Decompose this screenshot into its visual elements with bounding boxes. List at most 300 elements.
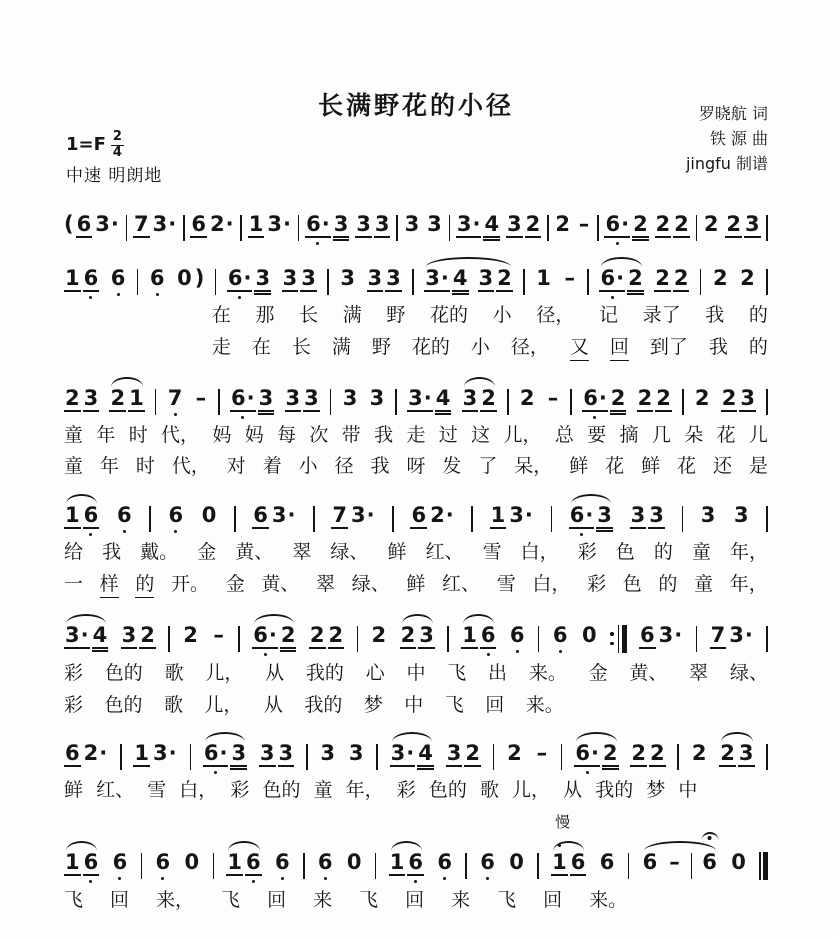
lyric-syllable: 梦 bbox=[363, 693, 383, 716]
lyric-syllable: 从 bbox=[263, 693, 283, 716]
note: 0 bbox=[581, 622, 597, 647]
note-group bbox=[551, 851, 586, 876]
lyric-syllable: 我的 bbox=[595, 779, 634, 802]
note-group bbox=[490, 504, 534, 529]
note-group bbox=[226, 851, 261, 876]
barline bbox=[218, 389, 220, 415]
lyric-syllable: 鲜 bbox=[64, 779, 84, 802]
lyric-syllable: 的 bbox=[748, 335, 768, 358]
augmentation-dot: · bbox=[243, 266, 252, 290]
note: 6 bbox=[509, 622, 525, 647]
barline bbox=[155, 389, 157, 415]
lyric-syllable: 雪 bbox=[496, 572, 516, 595]
note: 3 bbox=[282, 267, 299, 292]
note: 3 bbox=[478, 267, 495, 292]
slur bbox=[461, 624, 496, 649]
note: 1 bbox=[64, 851, 81, 876]
barline bbox=[306, 744, 308, 770]
note-group bbox=[569, 504, 613, 529]
note: 3 bbox=[355, 213, 372, 238]
slur bbox=[226, 851, 261, 876]
note: 6 bbox=[155, 850, 171, 875]
note: 6 bbox=[599, 850, 615, 875]
lyric-syllable: 梦 bbox=[646, 779, 666, 802]
parenthesis: ) bbox=[194, 266, 205, 290]
lyric-syllable: 开。 bbox=[171, 572, 210, 595]
note-group bbox=[190, 213, 234, 238]
slur bbox=[64, 851, 99, 876]
lyric-syllable: 飞 bbox=[447, 661, 467, 684]
lyric-syllable: 摘 bbox=[619, 423, 639, 446]
note: 2 bbox=[464, 742, 481, 767]
note: 2 bbox=[725, 213, 742, 238]
note: 2· bbox=[430, 503, 454, 528]
note: 1 bbox=[248, 213, 265, 238]
note: 3 bbox=[230, 742, 247, 767]
repeat-dots bbox=[610, 632, 614, 645]
lyrics-line bbox=[64, 455, 768, 478]
lyric-syllable: 朵 bbox=[684, 423, 704, 446]
notation-line bbox=[64, 609, 768, 653]
lyric-syllable: 一 bbox=[64, 572, 84, 595]
note: 3 bbox=[374, 213, 391, 238]
note-group bbox=[574, 742, 618, 767]
note: 2· bbox=[210, 212, 234, 236]
note: 3· bbox=[729, 622, 753, 647]
note: 2 bbox=[610, 387, 627, 412]
lyric-syllable: 记 bbox=[598, 304, 618, 326]
note: 6 bbox=[110, 266, 126, 290]
lyric-syllable: 是 bbox=[748, 455, 768, 478]
lyric-syllable: 出 bbox=[488, 661, 508, 684]
lyric-syllable: 飞 bbox=[497, 889, 517, 912]
lyric-syllable: 着 bbox=[262, 455, 282, 478]
note: 2 bbox=[637, 387, 654, 412]
note: 0 bbox=[509, 850, 524, 875]
slur bbox=[389, 851, 424, 876]
note-group bbox=[630, 742, 665, 767]
lyric-syllable: 来， bbox=[156, 889, 195, 912]
augmentation-dot: · bbox=[616, 266, 625, 290]
duration-dash: – bbox=[213, 622, 224, 647]
note: 6 bbox=[252, 504, 269, 529]
note: 2 bbox=[480, 387, 497, 412]
lyric-syllable: 鲜 bbox=[387, 541, 407, 564]
barline bbox=[696, 215, 698, 241]
note-group bbox=[109, 387, 144, 412]
note-group bbox=[133, 213, 177, 238]
note: 6· bbox=[574, 742, 600, 767]
lyric-syllable: 的 bbox=[135, 573, 154, 598]
barline bbox=[357, 626, 359, 652]
lyric-syllable: 色的 bbox=[104, 693, 143, 716]
note: 2 bbox=[496, 267, 513, 292]
lyric-syllable: 儿 bbox=[748, 423, 768, 446]
barline bbox=[313, 506, 315, 532]
lyric-syllable: 绿、 bbox=[330, 541, 369, 564]
note: 3 bbox=[121, 624, 138, 649]
note: 3 bbox=[739, 387, 756, 412]
augmentation-dot: · bbox=[287, 503, 296, 528]
lyric-syllable: 色的 bbox=[104, 661, 143, 684]
lyrics-line bbox=[212, 304, 768, 327]
duration-dash: – bbox=[536, 741, 548, 766]
note: 3 bbox=[278, 742, 295, 767]
slur bbox=[642, 851, 718, 879]
lyric-syllable: 彩 bbox=[64, 661, 84, 684]
lyric-syllable: 花 bbox=[605, 455, 625, 478]
lyric-syllable: 童 bbox=[691, 541, 711, 564]
lyric-syllable: 色 bbox=[622, 572, 642, 595]
note: 6 bbox=[245, 851, 262, 876]
note-group bbox=[637, 387, 672, 412]
barline bbox=[677, 744, 679, 770]
note-group bbox=[655, 213, 690, 238]
lyric-syllable: 走 bbox=[211, 335, 231, 358]
slur bbox=[64, 504, 99, 529]
lyric-syllable: 金 bbox=[588, 661, 608, 684]
lyric-syllable: 长 bbox=[291, 335, 311, 358]
lyric-syllable: 戴。 bbox=[140, 541, 179, 564]
note: 3 bbox=[648, 504, 665, 529]
lyrics-line bbox=[64, 779, 698, 802]
barline bbox=[597, 215, 599, 241]
note: 3 bbox=[333, 213, 350, 238]
lyric-syllable: 童 bbox=[694, 572, 714, 595]
note: 6 bbox=[83, 267, 100, 292]
credits bbox=[686, 102, 768, 176]
note: 1 bbox=[226, 851, 243, 876]
barline bbox=[213, 853, 215, 879]
note: 3· bbox=[153, 741, 177, 766]
slur bbox=[64, 624, 108, 649]
note-group bbox=[604, 213, 648, 238]
lyric-syllable: 在 bbox=[211, 304, 231, 326]
lyric-syllable: 呆， bbox=[514, 455, 553, 478]
note: 2 bbox=[649, 742, 666, 767]
note-group bbox=[252, 624, 296, 649]
note: 6· bbox=[252, 624, 278, 649]
barline bbox=[465, 853, 467, 879]
lyric-syllable: 呀 bbox=[406, 455, 426, 478]
notation-line bbox=[64, 198, 768, 241]
barline bbox=[449, 215, 451, 241]
barline bbox=[587, 269, 589, 295]
note: 3· bbox=[658, 622, 683, 647]
note: 2 bbox=[673, 267, 690, 292]
note: 2· bbox=[83, 741, 108, 766]
slur bbox=[569, 504, 613, 529]
music-system bbox=[64, 727, 768, 802]
lyric-syllable: 花 bbox=[677, 455, 697, 478]
note: 1 bbox=[461, 624, 478, 649]
note: 0 bbox=[346, 850, 362, 875]
barline bbox=[507, 389, 509, 415]
note-group bbox=[710, 624, 754, 649]
lyric-syllable: 时 bbox=[135, 455, 155, 478]
lyric-syllable: 时 bbox=[128, 423, 148, 446]
lyric-syllable: 回 bbox=[267, 889, 287, 912]
barline bbox=[375, 853, 377, 879]
note: 3· bbox=[267, 212, 292, 236]
note-group bbox=[282, 267, 317, 292]
note-group bbox=[461, 624, 496, 649]
note-group bbox=[227, 267, 271, 292]
note: 2 bbox=[109, 387, 126, 412]
lyric-syllable: 黄、 bbox=[261, 572, 300, 595]
barline bbox=[493, 744, 495, 770]
note: 3 bbox=[254, 267, 271, 292]
lyric-syllable: 小 bbox=[470, 335, 490, 358]
slur bbox=[574, 742, 618, 767]
note: 2 bbox=[630, 742, 647, 767]
barline bbox=[700, 269, 702, 295]
slur bbox=[424, 267, 512, 292]
lyric-syllable: 雪 bbox=[482, 541, 502, 564]
time-signature-top: 2 bbox=[112, 129, 122, 144]
lyric-syllable: 走 bbox=[406, 423, 426, 446]
note-group bbox=[259, 742, 294, 767]
barline bbox=[538, 626, 540, 652]
augmentation-dot: · bbox=[99, 741, 108, 766]
lyric-syllable: 又 bbox=[570, 336, 589, 361]
lyric-syllable: 发 bbox=[442, 455, 462, 478]
augmentation-dot: · bbox=[744, 622, 753, 647]
lyric-syllable: 径 bbox=[334, 455, 354, 478]
barline bbox=[395, 389, 397, 415]
slur bbox=[462, 387, 497, 412]
note: 3 bbox=[348, 741, 364, 766]
barline bbox=[327, 269, 329, 295]
note-group bbox=[367, 267, 402, 292]
note: 6 bbox=[76, 213, 93, 238]
lyric-syllable: 金 bbox=[225, 572, 245, 595]
note: 1 bbox=[64, 267, 81, 292]
note-group bbox=[506, 213, 541, 238]
note: 3 bbox=[738, 742, 755, 767]
slur bbox=[551, 813, 586, 876]
lyric-syllable: 来。 bbox=[525, 693, 564, 716]
note: 6 bbox=[642, 850, 658, 875]
lyric-syllable: 黄、 bbox=[629, 661, 668, 684]
lyric-syllable: 样 bbox=[100, 573, 119, 598]
note: 2 bbox=[309, 624, 326, 649]
note-group bbox=[64, 851, 99, 876]
note-group bbox=[203, 742, 247, 767]
lyric-syllable: 中 bbox=[678, 779, 698, 802]
lyric-syllable: 中 bbox=[404, 693, 424, 716]
note: 3 bbox=[744, 213, 761, 238]
note: 0 bbox=[177, 266, 192, 290]
note-group bbox=[407, 387, 451, 412]
note: 2 bbox=[602, 742, 619, 767]
music-system bbox=[64, 489, 768, 598]
note: 2 bbox=[703, 212, 719, 236]
augmentation-dot: · bbox=[621, 212, 630, 236]
note: 3 bbox=[506, 213, 523, 238]
lyric-syllable: 还 bbox=[712, 455, 732, 478]
repeat-end-barline bbox=[610, 625, 627, 653]
final-barline bbox=[759, 852, 768, 880]
lyric-syllable: 儿， bbox=[204, 693, 243, 716]
note: 3· bbox=[152, 212, 177, 236]
note: 6 bbox=[190, 213, 207, 238]
arranger-credit: jingfu 制谱 bbox=[685, 153, 768, 173]
augmentation-dot: · bbox=[321, 212, 330, 236]
note: 6 bbox=[701, 851, 718, 873]
note: 3 bbox=[342, 385, 358, 410]
lyric-syllable: 来 bbox=[451, 889, 471, 912]
note: 2 bbox=[519, 385, 535, 410]
note-group bbox=[599, 267, 643, 292]
lyric-syllable: 长 bbox=[299, 304, 319, 326]
lyrics-line bbox=[212, 336, 768, 361]
note: 7 bbox=[710, 624, 727, 649]
note-group bbox=[410, 504, 454, 529]
note-group bbox=[478, 267, 513, 292]
note: 6 bbox=[116, 503, 132, 528]
note-group bbox=[248, 213, 292, 238]
tempo-marking: 中速 明朗地 bbox=[66, 165, 163, 186]
note: 3 bbox=[340, 266, 355, 290]
note: 6· bbox=[203, 742, 229, 767]
lyric-syllable: 心 bbox=[365, 661, 385, 684]
slur bbox=[203, 742, 247, 767]
lyric-syllable: 儿， bbox=[503, 423, 542, 446]
note-group bbox=[719, 742, 754, 767]
note: 6· bbox=[227, 267, 253, 292]
lyric-syllable: 花的 bbox=[411, 335, 450, 358]
barline bbox=[137, 269, 139, 295]
note: 4 bbox=[417, 742, 434, 767]
music-system bbox=[64, 252, 768, 361]
augmentation-dot: · bbox=[283, 212, 292, 236]
lyricist-credit: 罗晓航 词 bbox=[698, 104, 768, 123]
lyric-syllable: 年， bbox=[345, 779, 384, 802]
lyric-syllable: 妈 bbox=[212, 423, 232, 446]
note: 4 bbox=[483, 213, 500, 238]
note: 3 bbox=[385, 267, 402, 292]
slur bbox=[252, 624, 296, 649]
lyrics-line bbox=[64, 573, 768, 598]
lyric-syllable: 花 bbox=[716, 423, 736, 446]
repeat-dot bbox=[610, 632, 614, 636]
barline bbox=[537, 853, 539, 879]
slur bbox=[400, 624, 435, 649]
note: 3· bbox=[456, 213, 482, 238]
barline bbox=[120, 744, 122, 770]
lyric-syllable: 我 bbox=[374, 423, 394, 446]
note: 2 bbox=[721, 387, 738, 412]
note: 3 bbox=[303, 387, 320, 412]
note-group bbox=[424, 267, 468, 292]
barline bbox=[570, 389, 572, 415]
note-group bbox=[285, 387, 320, 412]
note: 6 bbox=[149, 266, 165, 290]
note: 3 bbox=[258, 387, 275, 412]
lyric-syllable: 白， bbox=[179, 779, 218, 802]
lyrics-line bbox=[64, 541, 768, 564]
notation-line bbox=[64, 252, 768, 295]
lyric-syllable: 来 bbox=[313, 889, 333, 912]
lyric-syllable: 径， bbox=[510, 335, 549, 358]
note-group bbox=[462, 387, 497, 412]
note-group bbox=[64, 742, 108, 767]
lyric-syllable: 小 bbox=[298, 455, 318, 478]
note-group bbox=[64, 387, 99, 412]
note: 2 bbox=[555, 212, 570, 236]
note-group bbox=[725, 213, 760, 238]
note: 2 bbox=[691, 741, 707, 766]
lyric-syllable: 给 bbox=[64, 541, 84, 564]
note-group bbox=[355, 213, 390, 238]
duration-dash: – bbox=[564, 266, 575, 290]
lyric-syllable: 红、 bbox=[442, 572, 481, 595]
lyric-syllable: 绿、 bbox=[351, 572, 390, 595]
note: 7 bbox=[133, 213, 150, 238]
note: 1 bbox=[64, 504, 81, 529]
note: 3 bbox=[369, 385, 385, 410]
note-group bbox=[64, 504, 99, 529]
note: 1 bbox=[490, 504, 507, 529]
barline bbox=[547, 215, 549, 241]
note: 6 bbox=[437, 850, 452, 875]
note: 2 bbox=[280, 624, 297, 649]
augmentation-dot: · bbox=[110, 212, 119, 236]
augmentation-dot: · bbox=[366, 503, 375, 528]
lyric-syllable: 彩 bbox=[587, 572, 607, 595]
lyric-syllable: 总 bbox=[554, 423, 574, 446]
lyric-syllable: 色 bbox=[615, 541, 635, 564]
lyric-syllable: 代， bbox=[161, 423, 200, 446]
note: 1 bbox=[551, 851, 568, 876]
lyric-syllable: 从 bbox=[265, 661, 285, 684]
time-signature bbox=[111, 130, 124, 161]
note: 0 bbox=[201, 503, 217, 528]
note: 3 bbox=[700, 503, 716, 528]
note: 2 bbox=[673, 213, 690, 238]
lyric-syllable: 儿， bbox=[205, 661, 244, 684]
augmentation-dot: · bbox=[472, 212, 481, 236]
lyric-syllable: 鲜 bbox=[641, 455, 661, 478]
note: 6 bbox=[83, 851, 100, 876]
note: 2 bbox=[627, 267, 644, 292]
note: 6 bbox=[83, 504, 100, 529]
augmentation-dot: · bbox=[219, 741, 228, 766]
lyric-syllable: 年， bbox=[729, 572, 768, 595]
note-group bbox=[64, 624, 108, 649]
barline bbox=[392, 506, 394, 532]
note: 3 bbox=[734, 503, 749, 528]
lyric-syllable: 回 bbox=[405, 889, 425, 912]
lyric-syllable: 我的 bbox=[305, 661, 344, 684]
barline bbox=[190, 744, 192, 770]
barline bbox=[149, 506, 151, 532]
lyric-syllable: 了 bbox=[478, 455, 498, 478]
barline bbox=[234, 506, 236, 532]
note: 2 bbox=[719, 742, 736, 767]
note-group bbox=[639, 624, 683, 649]
slur bbox=[599, 267, 643, 292]
note: 1 bbox=[389, 851, 406, 876]
barline bbox=[298, 215, 300, 241]
note-group bbox=[64, 213, 120, 238]
note: 6 bbox=[410, 504, 427, 529]
note: 2 bbox=[655, 387, 672, 412]
barline bbox=[682, 389, 684, 415]
augmentation-dot: · bbox=[674, 622, 683, 647]
lyric-syllable: 翠 bbox=[316, 572, 336, 595]
